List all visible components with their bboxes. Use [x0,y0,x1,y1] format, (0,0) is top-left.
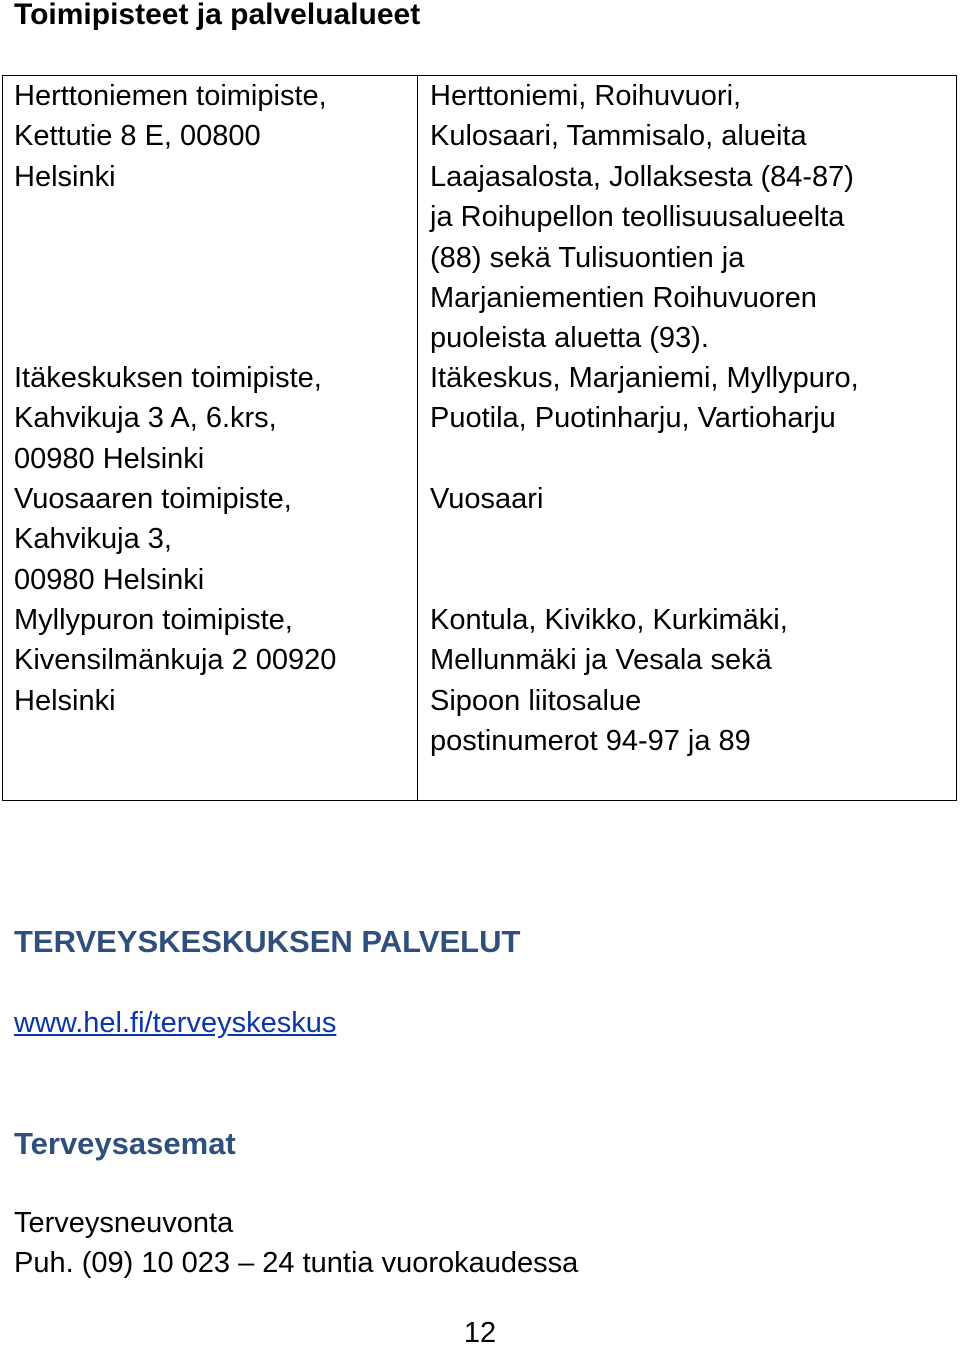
location-itakeskus: Itäkeskuksen toimipiste, Kahvikuja 3 A, 6.krs, 00980 Helsinki [14,362,322,475]
page-heading: Toimipisteet ja palvelualueet [14,0,421,31]
table-column-divider [417,75,418,801]
area-vuosaari: Vuosaari [430,483,544,515]
terveyskeskus-link[interactable]: www.hel.fi/terveyskeskus [14,1007,337,1039]
page-number: 12 [463,1317,497,1349]
area-herttoniemi: Herttoniemi, Roihuvuori, Kulosaari, Tammisalo, alueita Laajasalosta, Jollaksesta (84-87) ja Roihupellon teollisuusalueelta (88) sekä Tulisuontien ja Marjaniementien Roihuvuoren puoleista aluetta (93). [430,80,854,355]
area-itakeskus: Itäkeskus, Marjaniemi, Myllypuro, Puotila, Puotinharju, Vartioharju [430,362,859,435]
location-vuosaari: Vuosaaren toimipiste, Kahvikuja 3, 00980 Helsinki [14,483,292,596]
phone-text: Puh. (09) 10 023 – 24 tuntia vuorokaudessa [14,1247,579,1279]
area-myllypuro: Kontula, Kivikko, Kurkimäki, Mellunmäki ja Vesala sekä Sipoon liitosalue postinumerot 94-97 ja 89 [430,604,788,758]
advice-label: Terveysneuvonta [14,1207,234,1239]
location-herttoniemi: Herttoniemen toimipiste, Kettutie 8 E, 00800 Helsinki [14,80,327,193]
services-title: TERVEYSKESKUKSEN PALVELUT [14,924,521,959]
location-myllypuro: Myllypuron toimipiste, Kivensilmänkuja 2 00920 Helsinki [14,604,337,717]
terveysasemat-title: Terveysasemat [14,1126,236,1161]
